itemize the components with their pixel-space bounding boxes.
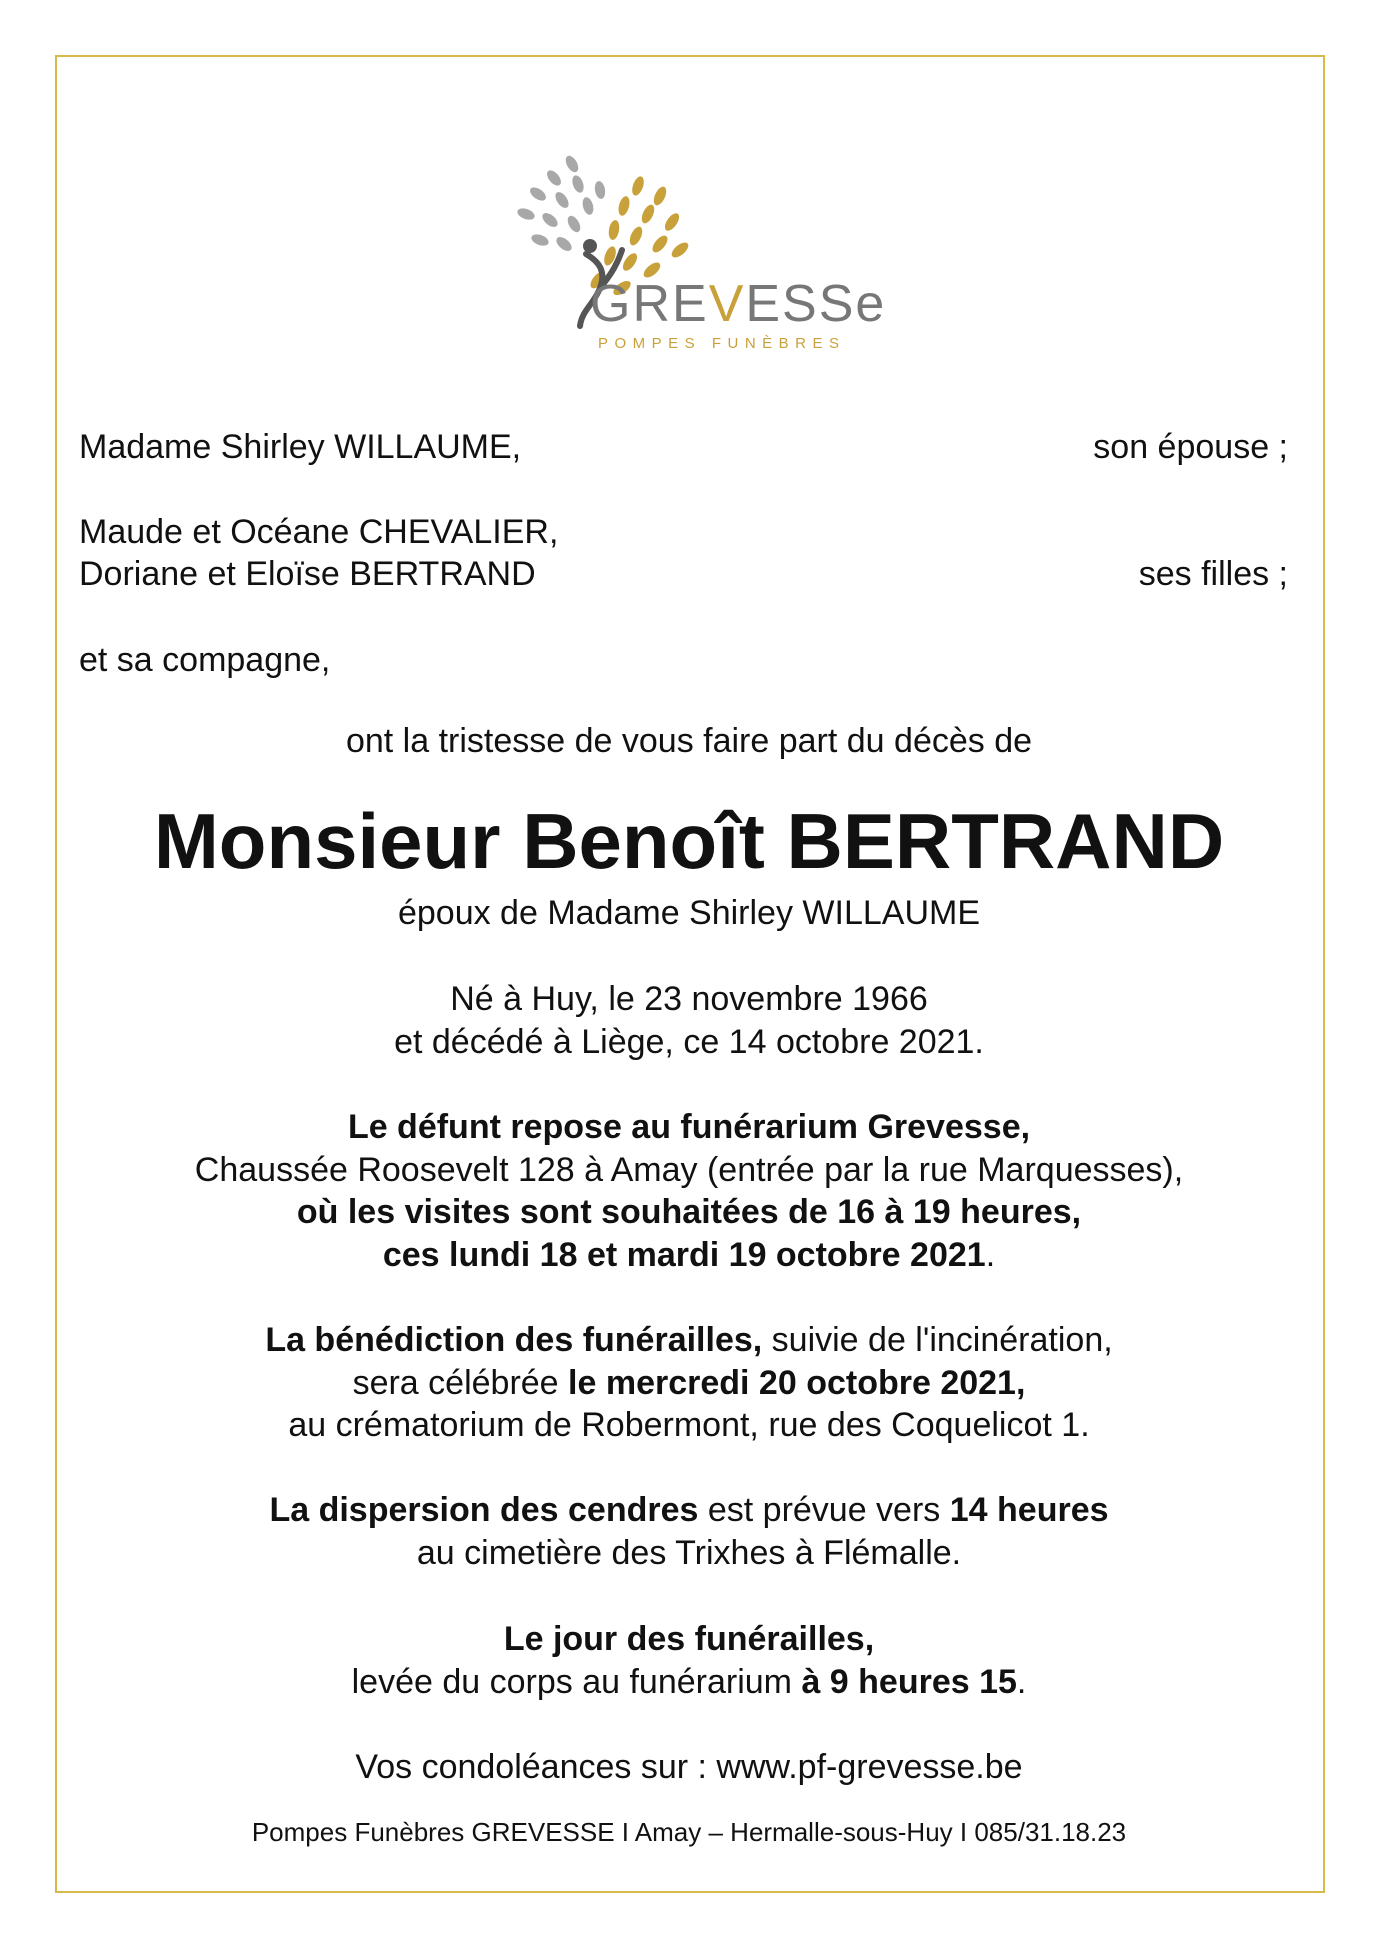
spouse-role: son épouse ; — [1093, 428, 1288, 466]
family-spouse-row — [79, 426, 1288, 468]
visitation-line-3: où les visites sont souhaitées de 16 à 19 heures, — [296, 1193, 1082, 1231]
visitation-line-1: Le défunt repose au funérarium Grevesse, — [347, 1108, 1031, 1146]
announcement-intro: ont la tristesse de vous faire part du décès de — [345, 722, 1033, 760]
deceased-name: Monsieur Benoît BERTRAND — [153, 797, 1225, 885]
ceremony-title: La bénédiction des funérailles, — [265, 1321, 763, 1359]
dispersion-block: La dispersion des cendres est prévue vers 14 heures au cimetière des Trixhes à Flémalle. — [60, 1489, 1318, 1574]
funeral-day-block: Le jour des funérailles, levée du corps au funérarium à 9 heures 15. — [351, 1620, 1027, 1701]
ceremony-location: au crématorium de Robermont, rue des Coquelicot 1. — [288, 1406, 1090, 1444]
daughters-line-1: Maude et Océane CHEVALIER, — [79, 513, 559, 551]
spouse-name: Madame Shirley WILLAUME, — [79, 428, 522, 466]
born-line: Né à Huy, le 23 novembre 1966 — [450, 980, 928, 1018]
condolences-line: Vos condoléances sur : www.pf-grevesse.be — [355, 1748, 1023, 1786]
dispersion-time: 14 heures — [949, 1491, 1109, 1529]
dispersion-location: au cimetière des Trixhes à Flémalle. — [416, 1533, 962, 1572]
ceremony-block: La bénédiction des funérailles, suivie de l'incinération, sera célébrée le mercredi 20 octobre 2021, au crématorium de Robermont, rue des Coquelicot 1. — [60, 1319, 1318, 1447]
ceremony-date: le mercredi 20 octobre 2021, — [568, 1363, 1026, 1402]
brand-name: GREVESSe — [590, 275, 887, 333]
family-companion-row — [79, 639, 1288, 681]
died-line: et décédé à Liège, ce 14 octobre 2021. — [394, 1022, 984, 1061]
visitation-line-4: ces lundi 18 et mardi 19 octobre 2021 — [382, 1235, 986, 1274]
daughters-line-2: Doriane et Eloïse BERTRAND — [79, 555, 536, 593]
brand-tagline: POMPES FUNÈBRES — [598, 335, 846, 352]
companion: et sa compagne, — [79, 641, 331, 679]
spouse-of: époux de Madame Shirley WILLAUME — [397, 894, 981, 932]
birth-death-block — [60, 978, 1318, 1063]
funeral-day-time: à 9 heures 15 — [801, 1662, 1017, 1701]
footer: Pompes Funèbres GREVESSE I Amay – Hermalle-sous-Huy I 085/31.18.23 — [251, 1817, 1127, 1847]
visitation-line-2: Chaussée Roosevelt 128 à Amay (entrée par la rue Marquesses), — [194, 1150, 1184, 1189]
family-daughters-row — [79, 511, 1288, 595]
daughters-role: ses filles ; — [1138, 555, 1288, 593]
visitation-block: Le défunt repose au funérarium Grevesse, Chaussée Roosevelt 128 à Amay (entrée par la rue Marquesses), où les visites sont souhaitées de 16 à 19 heures, ces lundi 18 et mardi 19 octobre 2021. — [60, 1106, 1318, 1276]
